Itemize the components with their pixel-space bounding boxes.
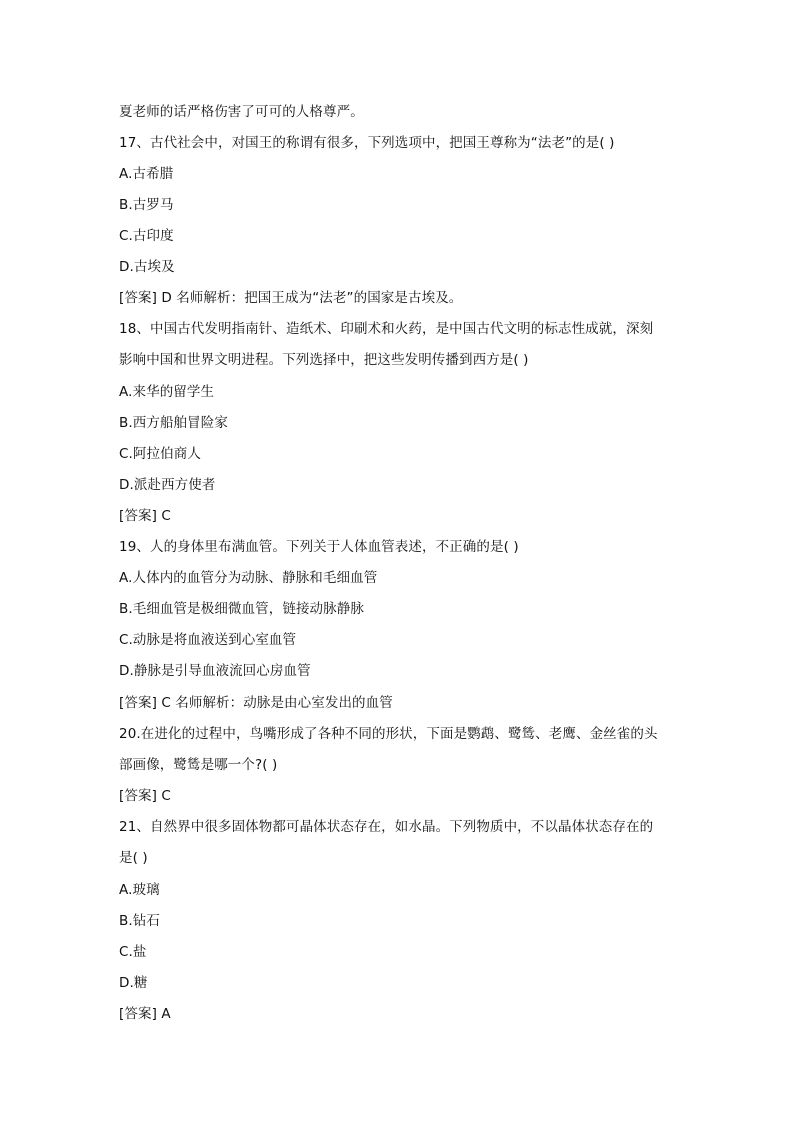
q21-option-d: D.糖	[119, 975, 148, 991]
q19-stem: 19、人的身体里布满血管。下列关于人体血管表述，不正确的是( )	[119, 539, 519, 555]
q19-option-d: D.静脉是引导血液流回心房血管	[119, 663, 311, 679]
q17-option-d: D.古埃及	[119, 259, 175, 275]
q20-stem-line2: 部画像，鹭鸶是哪一个?( )	[119, 757, 278, 773]
q18-option-c: C.阿拉伯商人	[119, 446, 201, 462]
q17-answer: [答案] D 名师解析：把国王成为“法老”的国家是古埃及。	[119, 290, 463, 306]
q19-option-b: B.毛细血管是极细微血管，链接动脉静脉	[119, 601, 364, 617]
q19-option-c: C.动脉是将血液送到心室血管	[119, 632, 297, 648]
q18-option-b: B.西方船舶冒险家	[119, 415, 228, 431]
q20-answer: [答案] C	[119, 788, 171, 804]
q17-option-b: B.古罗马	[119, 197, 174, 213]
q18-answer: [答案] C	[119, 508, 171, 524]
q17-stem: 17、古代社会中，对国王的称谓有很多，下列选项中，把国王尊称为“法老”的是( )	[119, 135, 615, 151]
q18-option-a: A.来华的留学生	[119, 384, 215, 400]
q21-option-b: B.钻石	[119, 913, 160, 929]
q21-stem-line1: 21、自然界中很多固体物都可晶体状态存在，如水晶。下列物质中，不以晶体状态存在的	[119, 819, 654, 835]
q18-option-d: D.派赴西方使者	[119, 477, 216, 493]
q17-option-c: C.古印度	[119, 228, 174, 244]
q21-stem-line2: 是( )	[119, 850, 148, 866]
q19-answer: [答案] C 名师解析：动脉是由心室发出的血管	[119, 695, 393, 711]
q18-stem-line2: 影响中国和世界文明进程。下列选择中，把这些发明传播到西方是( )	[119, 352, 529, 368]
q17-option-a: A.古希腊	[119, 166, 174, 182]
q19-option-a: A.人体内的血管分为动脉、静脉和毛细血管	[119, 570, 378, 586]
q21-answer: [答案] A	[119, 1006, 171, 1022]
q20-stem-line1: 20.在进化的过程中，鸟嘴形成了各种不同的形状，下面是鹦鹉、鹭鸶、老鹰、金丝雀的头	[119, 726, 658, 742]
intro-text: 夏老师的话严格伤害了可可的人格尊严。	[119, 104, 364, 120]
q21-option-a: A.玻璃	[119, 882, 160, 898]
q21-option-c: C.盐	[119, 944, 147, 960]
q18-stem-line1: 18、中国古代发明指南针、造纸术、印刷术和火药，是中国古代文明的标志性成就，深刻	[119, 321, 654, 337]
